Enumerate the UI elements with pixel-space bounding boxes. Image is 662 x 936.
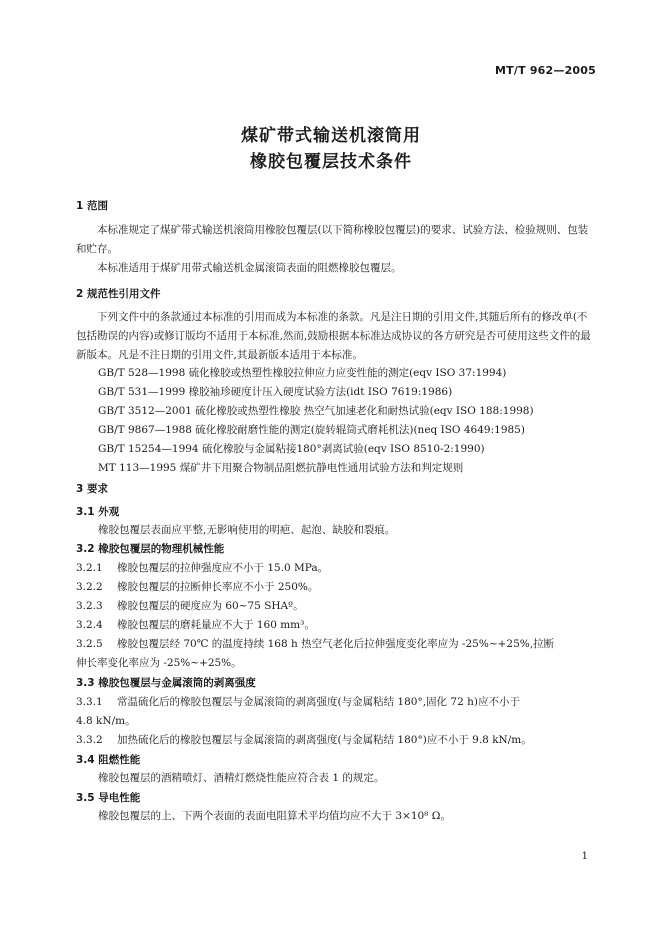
subsection-3-1-heading: 3.1 外观 xyxy=(76,506,120,518)
page-number: 1 xyxy=(581,851,588,862)
clause-number: 3.2.4 xyxy=(76,619,103,631)
subsection-3-5-heading: 3.5 导电性能 xyxy=(76,792,141,804)
clause-text: 橡胶包覆层的磨耗量应不大于 160 mm³。 xyxy=(117,619,315,631)
clause-3-3-1-continued: 4.8 kN/m。 xyxy=(76,715,136,727)
subsection-3-4-heading: 3.4 阻燃性能 xyxy=(76,754,141,766)
section-2-heading: 2 规范性引用文件 xyxy=(76,288,161,300)
clause-text: 橡胶包覆层的拉伸强度应不小于 15.0 MPa。 xyxy=(117,562,329,574)
reference-item: GB/T 531—1999 橡胶袖珍硬度计压入硬度试验方法(idt ISO 7619:1986) xyxy=(98,386,453,398)
section-3-heading: 3 要求 xyxy=(76,483,108,495)
standard-code: MT/T 962—2005 xyxy=(495,64,596,77)
subsection-3-4-text: 橡胶包覆层的酒精喷灯、酒精灯燃烧性能应符合表 1 的规定。 xyxy=(98,772,385,784)
clause-number: 3.2.1 xyxy=(76,562,103,574)
clause-text: 加热硫化后的橡胶包覆层与金属滚筒的剥离强度(与金属粘结 180°)应不小于 9.8 kN/m。 xyxy=(117,734,532,746)
clause-number: 3.2.5 xyxy=(76,638,103,650)
clause-3-2-5 xyxy=(76,636,554,651)
clause-text: 常温硫化后的橡胶包覆层与金属滚筒的剥离强度(与金属粘结 180°,固化 72 h)应不小于 xyxy=(117,696,520,708)
clause-3-2-4 xyxy=(76,617,315,632)
reference-item: GB/T 9867—1988 硫化橡胶耐磨性能的测定(旋转辊筒式磨耗机法)(neq ISO 4649:1985) xyxy=(98,424,525,436)
reference-item: MT 113—1995 煤矿井下用聚合物制品阻燃抗静电性通用试验方法和判定规则 xyxy=(98,462,464,474)
section-2-para: 下列文件中的条款通过本标准的引用而成为本标准的条款。凡是注日期的引用文件,其随后所有的修改单(不包括勘误的内容)或修订版均不适用于本标准,然而,鼓励根据本标准达成协议的各方研究是否可使用这些文件的最新版本。凡是不注日期的引用文件,其最新版本适用于本标准。 xyxy=(76,311,591,361)
subsection-3-2-heading: 3.2 橡胶包覆层的物理机械性能 xyxy=(76,543,225,555)
reference-item: GB/T 528—1998 硫化橡胶或热塑性橡胶拉伸应力应变性能的测定(eqv ISO 37:1994) xyxy=(98,367,507,379)
clause-number: 3.2.2 xyxy=(76,581,103,593)
clause-3-3-2 xyxy=(76,732,532,747)
clause-3-2-1 xyxy=(76,560,328,575)
clause-text: 橡胶包覆层的硬度应为 60~75 SHAº。 xyxy=(117,600,304,612)
clause-3-2-3 xyxy=(76,598,304,613)
reference-item: GB/T 15254—1994 硫化橡胶与金属粘接180°剥离试验(eqv ISO 8510-2:1990) xyxy=(98,443,485,455)
section-1-para-1: 本标准规定了煤矿带式输送机滚筒用橡胶包覆层(以下简称橡胶包覆层)的要求、试验方法、检验规则、包装和贮存。 xyxy=(76,224,589,255)
clause-number: 3.3.2 xyxy=(76,734,103,746)
clause-3-2-5-continued: 伸长率变化率应为 -25%~+25%。 xyxy=(76,657,242,669)
subsection-3-1-text: 橡胶包覆层表面应平整,无影响使用的明疤、起泡、缺胶和裂痕。 xyxy=(98,524,396,536)
document-title-line1: 煤矿带式输送机滚筒用 xyxy=(241,126,421,146)
subsection-3-5-text: 橡胶包覆层的上、下两个表面的表面电阻算术平均值均应不大于 3×10⁸ Ω。 xyxy=(98,810,451,822)
clause-number: 3.3.1 xyxy=(76,696,103,708)
clause-number: 3.2.3 xyxy=(76,600,103,612)
section-1-para-2: 本标准适用于煤矿用带式输送机金属滚筒表面的阻燃橡胶包覆层。 xyxy=(97,262,402,274)
reference-item: GB/T 3512—2001 硫化橡胶或热塑性橡胶 热空气加速老化和耐热试验(eqv ISO 188:1998) xyxy=(98,405,534,417)
clause-text: 橡胶包覆层经 70℃ 的温度持续 168 h 热空气老化后拉伸强度变化率应为 -25%~+25%,拉断 xyxy=(117,638,555,650)
clause-3-2-2 xyxy=(76,579,318,594)
document-title-line2: 橡胶包覆层技术条件 xyxy=(250,152,412,172)
subsection-3-3-heading: 3.3 橡胶包覆层与金属滚筒的剥离强度 xyxy=(76,677,256,689)
section-1-heading: 1 范围 xyxy=(76,200,108,212)
clause-3-3-1 xyxy=(76,694,520,709)
clause-text: 橡胶包覆层的拉断伸长率应不小于 250%。 xyxy=(117,581,319,593)
